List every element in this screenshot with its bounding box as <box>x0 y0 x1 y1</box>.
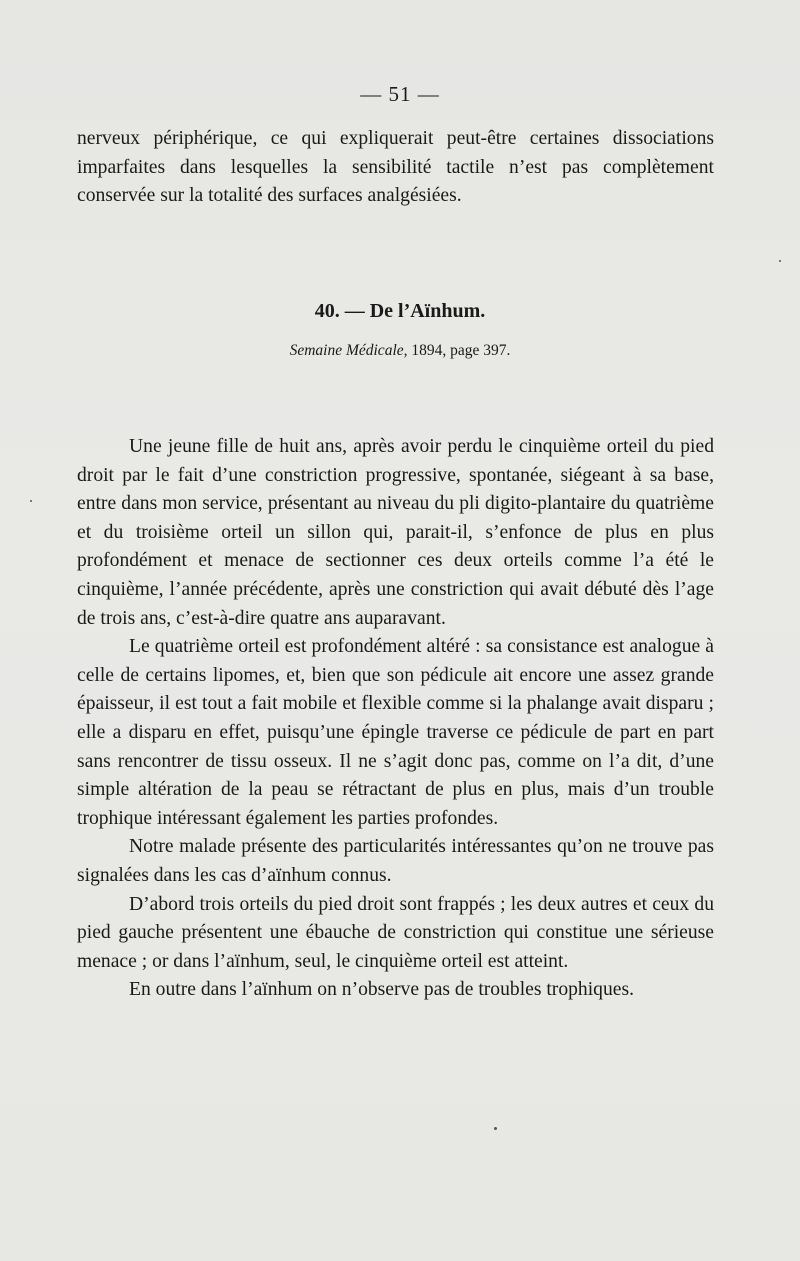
paper-speck <box>30 500 32 502</box>
paragraph: Une jeune fille de huit ans, après avoir perdu le cinquième orteil du pied droit par le fait d’une constriction progressive, spontanée, siégeant à sa base, entre dans mon service, présentant au niveau du pli digito-plantaire du quatrième et du troisième orteil un sillon qui, parait-il, s’enfonce de plus en plus profondément et menace de sectionner ces deux orteils comme l’a été le cinquième, l’année précédente, après une constriction qui avait débuté dès l’age de trois ans, c’est-à-dire quatre ans auparavant. <box>77 436 714 629</box>
paper-speck <box>494 1127 497 1130</box>
paragraph: D’abord trois orteils du pied droit sont frappés ; les deux autres et ceux du pied gauche présentent une ébauche de constriction qui constitue une sérieuse menace ; or dans l’aïnhum, seul, le cinquième orteil est atteint. <box>77 893 714 972</box>
source-citation <box>0 342 800 360</box>
intro-paragraph: nerveux périphérique, ce qui expliquerait peut-être certaines dissociations imparfaites dans lesquelles la sensibilité tactile n’est pas complètement conservée sur la totalité des surfaces analgésiées. <box>77 128 714 207</box>
section-title: 40. — De l’Aïnhum. <box>314 300 486 322</box>
intro-text <box>77 125 714 211</box>
source-details: 1894, page 397. <box>407 342 511 359</box>
source-journal: Semaine Médicale, <box>289 342 408 359</box>
paragraph: Notre malade présente des particularités intéressantes qu’on ne trouve pas signalées dans les cas d’aïnhum connus. <box>77 836 714 886</box>
page-number: — 51 — <box>360 82 440 106</box>
paragraph: En outre dans l’aïnhum on n’observe pas de troubles trophiques. <box>129 979 634 1001</box>
body-text <box>77 433 714 1005</box>
paragraph: Le quatrième orteil est profondément altéré : sa consistance est analogue à celle de certains lipomes, et, bien que son pédicule ait encore une assez grande épaisseur, il est tout a fait mobile et flexible comme si la phalange avait disparu ; elle a disparu en effet, puisqu’une épingle traverse ce pédicule de part en part sans rencontrer de tissu osseux. Il ne s’agit donc pas, comme on l’a dit, d’une simple altération de la peau se rétractant de plus en plus, mais d’un trouble trophique intéressant également les parties profondes. <box>77 636 714 829</box>
paper-speck <box>779 260 781 262</box>
